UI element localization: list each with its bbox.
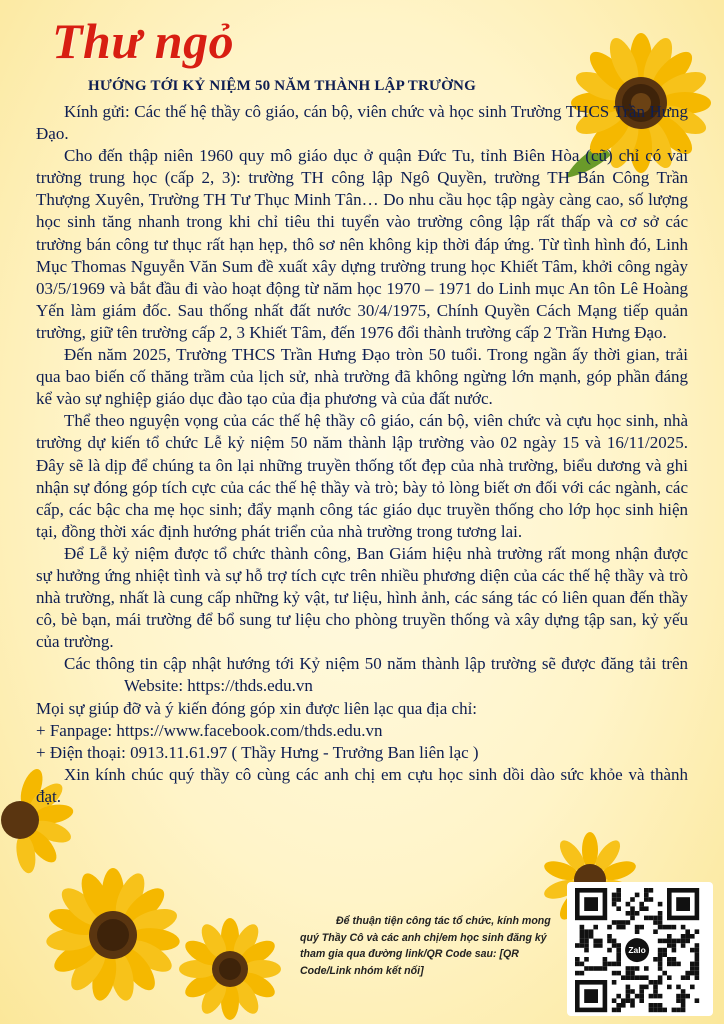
sunflower-bottom-left [38,860,188,1010]
website-intro: Các thông tin cập nhật hướng tới Kỷ niệm 50 năm thành lập trường sẽ được đăng tải trên [64,654,688,674]
closing-wish: Xin kính chúc quý thầy cô cùng các anh chị em cựu học sinh dồi dào sức khỏe và thành đạt. [36,764,688,806]
greeting: Kính gửi: Các thế hệ thầy cô giáo, cán bộ, viên chức và học sinh Trường THCS Trần Hưng Đạo. [36,102,688,144]
zalo-label: Zalo [628,945,646,956]
phone-contact: + Điện thoại: 0913.11.61.97 ( Thầy Hưng - Trưởng Ban liên lạc ) [36,742,479,762]
paragraph-website [36,653,688,697]
paragraph-request: Để Lễ kỷ niệm được tổ chức thành công, Ban Giám hiệu nhà trường rất mong nhận được sự hưởng ứng nhiệt tình và sự hỗ trợ tích cực trên nhiều phương diện của các thế hệ thầy và trò nhà trường, nhất là cung cấp những kỷ vật, tư liệu, hình ảnh, các sáng tác có liên quan đến thầy cô, bè bạn, mái trường để bổ sung tư liệu cho phòng truyền thống và xây dựng tập san, kỷ yếu của trường. [36,543,688,652]
contact-intro: Mọi sự giúp đỡ và ý kiến đóng góp xin được liên lạc qua địa chỉ: [36,698,478,718]
website-link[interactable]: Website: https://thds.edu.vn [124,676,313,696]
qr-code[interactable] [567,882,713,1016]
page-subtitle: HƯỚNG TỚI KỶ NIỆM 50 NĂM THÀNH LẬP TRƯỜNG [88,78,476,94]
paragraph-plan: Thể theo nguyện vọng của các thế hệ thầy cô giáo, cán bộ, viên chức và cựu học sinh, nhà trường dự kiến tổ chức Lễ kỷ niệm 50 năm thành lập trường vào 02 ngày 15 và 16/11/2025. Đây sẽ là dịp để chúng ta ôn lại những truyền thống tốt đẹp của nhà trường, biểu dương và ghi nhận sự đóng góp tích cực của các thế hệ thầy và trò; bày tỏ lòng biết ơn đối với các ngành, các cấp, các bậc cha mẹ học sinh; đẩy mạnh công tác giáo dục truyền thống cho lớp học sinh hiện tại, đồng thời xác định hướng phát triển của nhà trường trong tương lai. [36,411,688,541]
qr-code-graphic [567,882,713,1016]
registration-note: Để thuận tiện công tác tổ chức, kính mong quý Thầy Cô và các anh chị/em học sinh đăng ký tham gia qua đường link/QR Code sau: [QR Code/Link nhóm kết nối] [300,915,551,977]
paragraph-history: Cho đến thập niên 1960 quy mô giáo dục ở quận Đức Tu, tỉnh Biên Hòa (cũ) chỉ có vài trường trung học (cấp 2, 3): trường TH công lập Ngô Quyền, trường TH Bán Công Trần Thượng Xuyên, Trường TH Tư Thục Minh Tân… Do nhu cầu học tập ngày càng cao, số lượng học sinh tăng nhanh trong khi chỉ tiêu thi tuyển vào trường công lập rất thấp và cơ sở các trường bán công tư thục rất hạn hẹp, thô sơ nên không kịp thời đáp ứng. Từ tình hình đó, Linh Mục Thomas Nguyễn Văn Sum đề xuất xây dựng trường trung học Khiết Tâm, khởi công ngày 03/5/1969 và bắt đầu đi vào hoạt động từ năm học 1970 – 1971 do Linh mục An tôn Lê Hoàng Yến làm giám đốc. Sau thống nhất đất nước 30/4/1975, Chính Quyền Cách Mạng tiếp quản trường, giữ tên trường cấp 2, 3 Khiết Tâm, đến 1976 đổi thành trường cấp 2 Trần Hưng Đạo. [36,146,688,342]
fanpage-link[interactable]: + Fanpage: https://www.facebook.com/thds.edu.vn [36,720,383,740]
sunflower-bottom-mid [170,914,290,1024]
letter-body [36,101,688,808]
paragraph-anniversary: Đến năm 2025, Trường THCS Trần Hưng Đạo tròn 50 tuổi. Trong ngần ấy thời gian, trải qua bao biến cố thăng trầm của lịch sử, nhà trường đã không ngừng lớn mạnh, góp phần đáng kể vào sự nghiệp giáo dục đào tạo của địa phương và của đất nước. [36,345,688,409]
page-title: Thư ngỏ [52,13,235,69]
